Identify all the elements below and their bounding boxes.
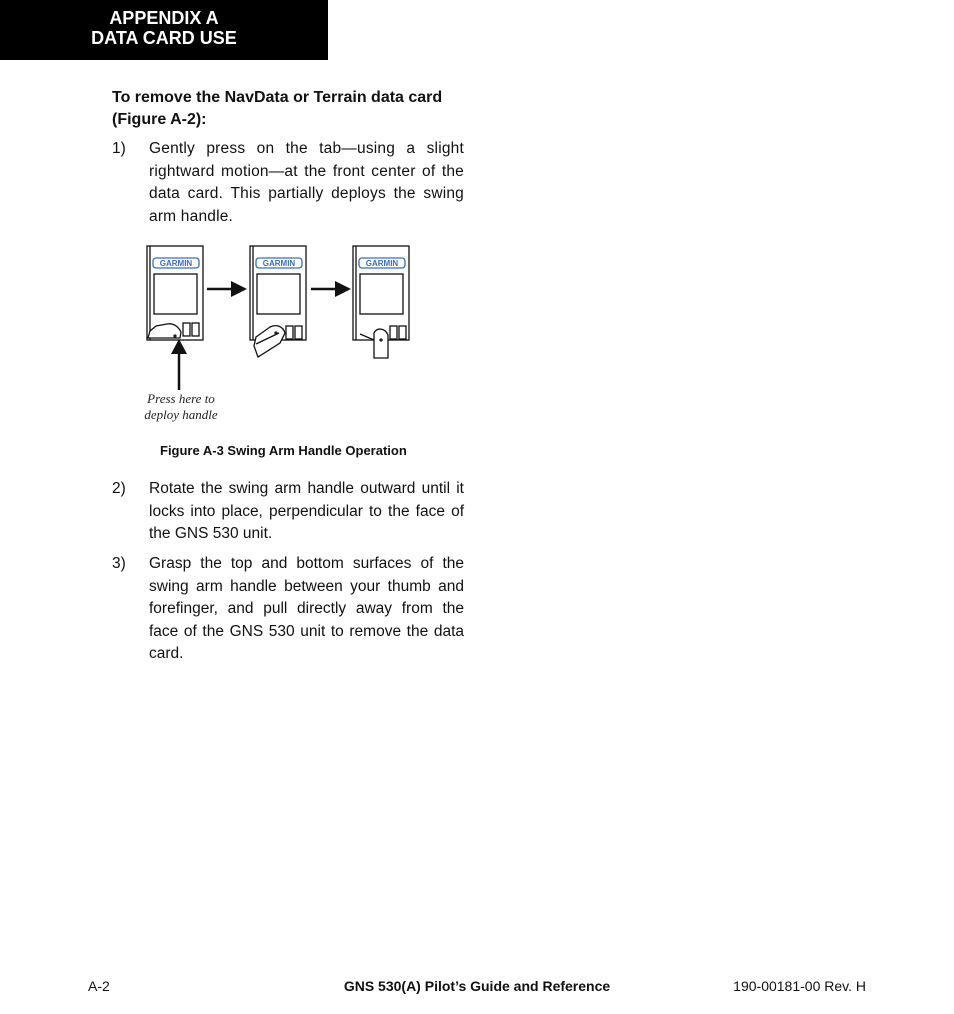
footer-page-number: A-2 xyxy=(88,978,110,994)
card-logo-1: GARMIN xyxy=(159,259,193,268)
step-text: Gently press on the tab—using a slight rightward motion—at the front center of the data card. This partially deploys the swing arm handle. xyxy=(149,140,464,225)
card-logo-2: GARMIN xyxy=(262,259,296,268)
arrow-right-icon xyxy=(311,281,351,297)
step-number: 1) xyxy=(112,140,126,157)
appendix-title: DATA CARD USE xyxy=(91,28,237,48)
footer-title: GNS 530(A) Pilot’s Guide and Reference xyxy=(343,978,611,994)
card-logo-3: GARMIN xyxy=(365,259,399,268)
section-heading: To remove the NavData or Terrain data card (Figure A-2): xyxy=(112,89,443,128)
swing-arm-figure xyxy=(138,240,428,430)
step-text: Grasp the top and bottom surfaces of the swing arm handle between your thumb and forefinger, and pull directly away from the face of the GNS 530 unit to remove the data card. xyxy=(149,555,464,662)
arrow-right-icon xyxy=(207,281,247,297)
footer-doc-number: 190-00181-00 Rev. H xyxy=(733,978,866,994)
callout-arrow xyxy=(171,339,187,390)
step-number: 3) xyxy=(112,555,126,572)
appendix-header-tab xyxy=(0,0,328,60)
figure-callout-label: Press here to deploy handle xyxy=(144,391,218,422)
appendix-label: APPENDIX A xyxy=(109,8,219,28)
step-2 xyxy=(112,478,464,546)
step-1 xyxy=(112,138,464,228)
figure-caption: Figure A-3 Swing Arm Handle Operation xyxy=(160,443,407,458)
step-3 xyxy=(112,553,464,666)
step-number: 2) xyxy=(112,480,126,497)
step-text: Rotate the swing arm handle outward until it locks into place, perpendicular to the face of the GNS 530 unit. xyxy=(149,480,464,542)
